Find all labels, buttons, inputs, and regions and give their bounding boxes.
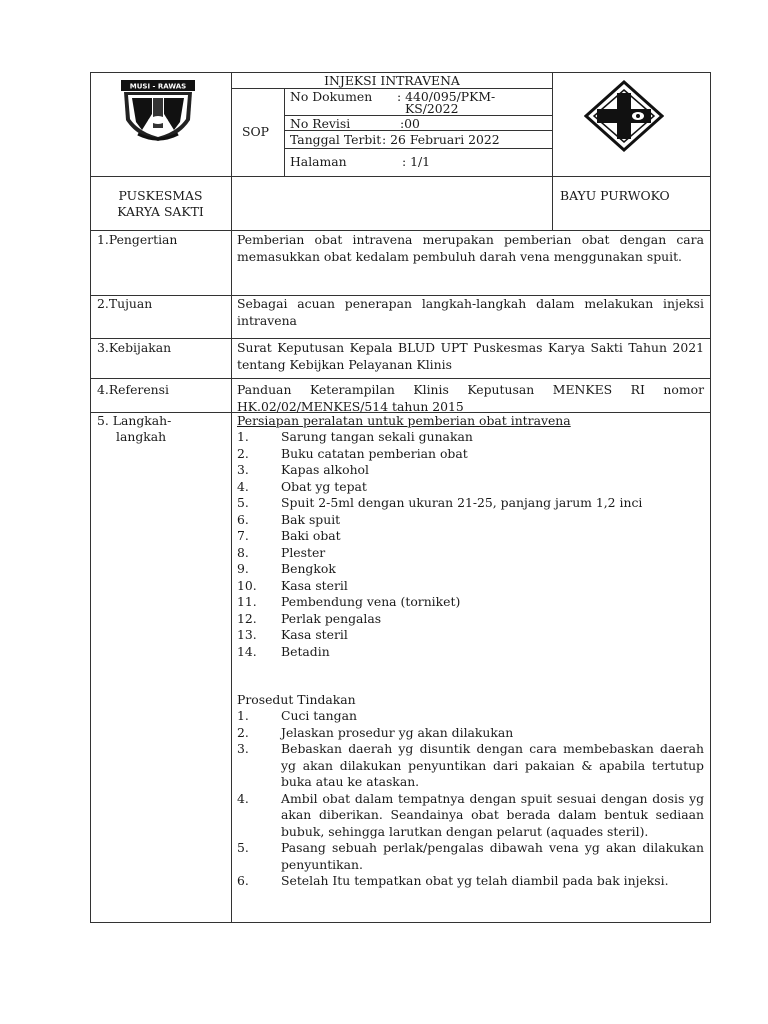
puskesmas-logo	[584, 80, 664, 152]
list-item	[237, 708, 704, 725]
list-item-text: Setelah Itu tempatkan obat yg telah diambil pada bak injeksi.	[281, 873, 669, 888]
list-item	[237, 462, 704, 479]
list-item	[237, 578, 704, 595]
identity-bottom	[90, 230, 711, 231]
list-item-number: 2.	[237, 724, 249, 740]
puskesmas-name-cont: KARYA SAKTI	[117, 204, 204, 219]
kebijakan-bottom	[90, 378, 711, 379]
header-bottom	[90, 176, 711, 177]
svg-text:MUSI - RAWAS: MUSI - RAWAS	[129, 82, 187, 91]
list-item-number: 12.	[237, 610, 257, 626]
list-item-text: Betadin	[281, 643, 330, 659]
header-divider-left	[231, 72, 232, 230]
langkah-label: 5. Langkah-	[97, 413, 172, 428]
no-dokumen-value: : 440/095/PKM-	[397, 89, 496, 104]
list-item-text: Plester	[281, 544, 326, 560]
list-item-text: Spuit 2-5ml dengan ukuran 21-25, panjang jarum 1,2 inci	[281, 495, 643, 510]
list-item-number: 3.	[237, 741, 249, 756]
list-item-text: Bak spuit	[281, 511, 341, 527]
halaman-label: Halaman	[290, 154, 347, 169]
list-item	[237, 594, 704, 611]
list-item-number: 3.	[237, 462, 249, 477]
list-item	[237, 561, 704, 578]
puskesmas-cross-icon	[584, 80, 664, 152]
list-item	[237, 479, 704, 496]
sop-divider	[284, 88, 285, 176]
list-item-number: 8.	[237, 544, 249, 560]
header-divider-right	[552, 72, 553, 230]
list-item-text: Obat yg tepat	[281, 478, 367, 494]
pengertian-label: 1.Pengertian	[97, 232, 178, 247]
tujuan-bottom	[90, 338, 711, 339]
list-item-number: 4.	[237, 790, 249, 806]
list-item	[237, 528, 704, 545]
table-border-bottom	[90, 922, 711, 923]
list-item-text: Baki obat	[281, 528, 341, 543]
list-item-text: Pasang sebuah perlak/pengalas dibawah vena yg akan dilakukan penyuntikan.	[281, 840, 704, 872]
list-item	[237, 446, 704, 463]
no-revisi-value: :00	[400, 116, 420, 131]
prosedur-list	[237, 708, 704, 890]
list-item-number: 11.	[237, 594, 257, 609]
list-item-number: 5.	[237, 495, 249, 510]
list-item-text: Bengkok	[281, 561, 336, 576]
kebijakan-label: 3.Kebijakan	[97, 340, 172, 355]
list-item-text: Sarung tangan sekali gunakan	[281, 429, 473, 444]
list-item-number: 2.	[237, 445, 249, 461]
musi-rawas-logo	[118, 80, 198, 142]
list-item-number: 14.	[237, 643, 257, 659]
list-item	[237, 627, 704, 644]
list-item-text: Buku catatan pemberian obat	[281, 445, 468, 461]
list-item-number: 1.	[237, 429, 249, 444]
list-item-text: Cuci tangan	[281, 708, 357, 723]
list-item	[237, 840, 704, 873]
puskesmas-name: PUSKESMAS	[118, 188, 203, 203]
list-item-text: Pembendung vena (torniket)	[281, 594, 461, 609]
list-item-number: 13.	[237, 627, 257, 642]
list-item	[237, 873, 704, 890]
label-column-divider	[231, 230, 232, 923]
list-item	[237, 495, 704, 512]
tanggal-terbit-label: Tanggal Terbit	[290, 132, 382, 147]
list-item-number: 4.	[237, 478, 249, 494]
list-item	[237, 545, 704, 562]
list-item-text: Kasa steril	[281, 627, 348, 642]
list-item	[237, 611, 704, 628]
no-dokumen-label: No Dokumen	[290, 89, 373, 104]
list-item-text: Bebaskan daerah yg disuntik dengan cara membebaskan daerah yg akan dilakukan penyuntikan dari pakaian & apabila tertutup buka atau ke ataskan.	[281, 741, 704, 789]
list-item-number: 7.	[237, 528, 249, 543]
list-item-text: Perlak pengalas	[281, 610, 382, 626]
list-item-number: 5.	[237, 840, 249, 855]
referensi-label: 4.Referensi	[97, 382, 169, 397]
kebijakan-text: Surat Keputusan Kepala BLUD UPT Puskesmas Karya Sakti Tahun 2021 tentang Kebijkan Pelayanan Klinis	[237, 340, 704, 372]
tujuan-label: 2.Tujuan	[97, 296, 153, 311]
prosedur-heading: Prosedut Tindakan	[237, 692, 356, 707]
signatory-name: BAYU PURWOKO	[560, 188, 670, 203]
pengertian-text: Pemberian obat intravena merupakan pemberian obat dengan cara memasukkan obat kedalam pembuluh darah vena menggunakan spuit.	[237, 232, 704, 264]
list-item	[237, 741, 704, 791]
list-item-number: 10.	[237, 577, 257, 593]
list-item	[237, 725, 704, 742]
list-item	[237, 644, 704, 661]
persiapan-list	[237, 429, 704, 660]
no-revisi-label: No Revisi	[290, 116, 351, 131]
list-item-number: 1.	[237, 708, 249, 723]
list-item-text: Ambil obat dalam tempatnya dengan spuit sesuai dengan dosis yg akan diberikan. Seandainya obat berada dalam bentuk sediaan bubuk, sehingga larutkan dengan pelarut (aquades steril).	[281, 790, 704, 839]
table-border-right	[710, 72, 711, 923]
regency-emblem-icon	[118, 80, 198, 142]
tujuan-text: Sebagai acuan penerapan langkah-langkah dalam melakukan injeksi intravena	[237, 296, 704, 328]
list-item-text: Jelaskan prosedur yg akan dilakukan	[281, 724, 514, 740]
list-item-text: Kasa steril	[281, 577, 348, 593]
tanggal-terbit-value: : 26 Februari 2022	[382, 132, 500, 147]
list-item	[237, 429, 704, 446]
no-dokumen-value-cont: KS/2022	[405, 101, 459, 116]
document-title: INJEKSI INTRAVENA	[324, 73, 460, 88]
list-item	[237, 512, 704, 529]
list-item-number: 6.	[237, 511, 249, 527]
persiapan-heading: Persiapan peralatan untuk pemberian obat intravena	[237, 413, 571, 428]
sop-label: SOP	[242, 124, 269, 139]
list-item-number: 9.	[237, 561, 249, 576]
referensi-text: Panduan Keterampilan Klinis Keputusan MENKES RI nomor HK.02/02/MENKES/514 tahun 2015	[237, 382, 704, 414]
list-item-number: 6.	[237, 873, 249, 888]
list-item-text: Kapas alkohol	[281, 462, 369, 477]
list-item	[237, 791, 704, 841]
halaman-value: : 1/1	[402, 154, 431, 169]
langkah-label-cont: langkah	[116, 429, 167, 444]
